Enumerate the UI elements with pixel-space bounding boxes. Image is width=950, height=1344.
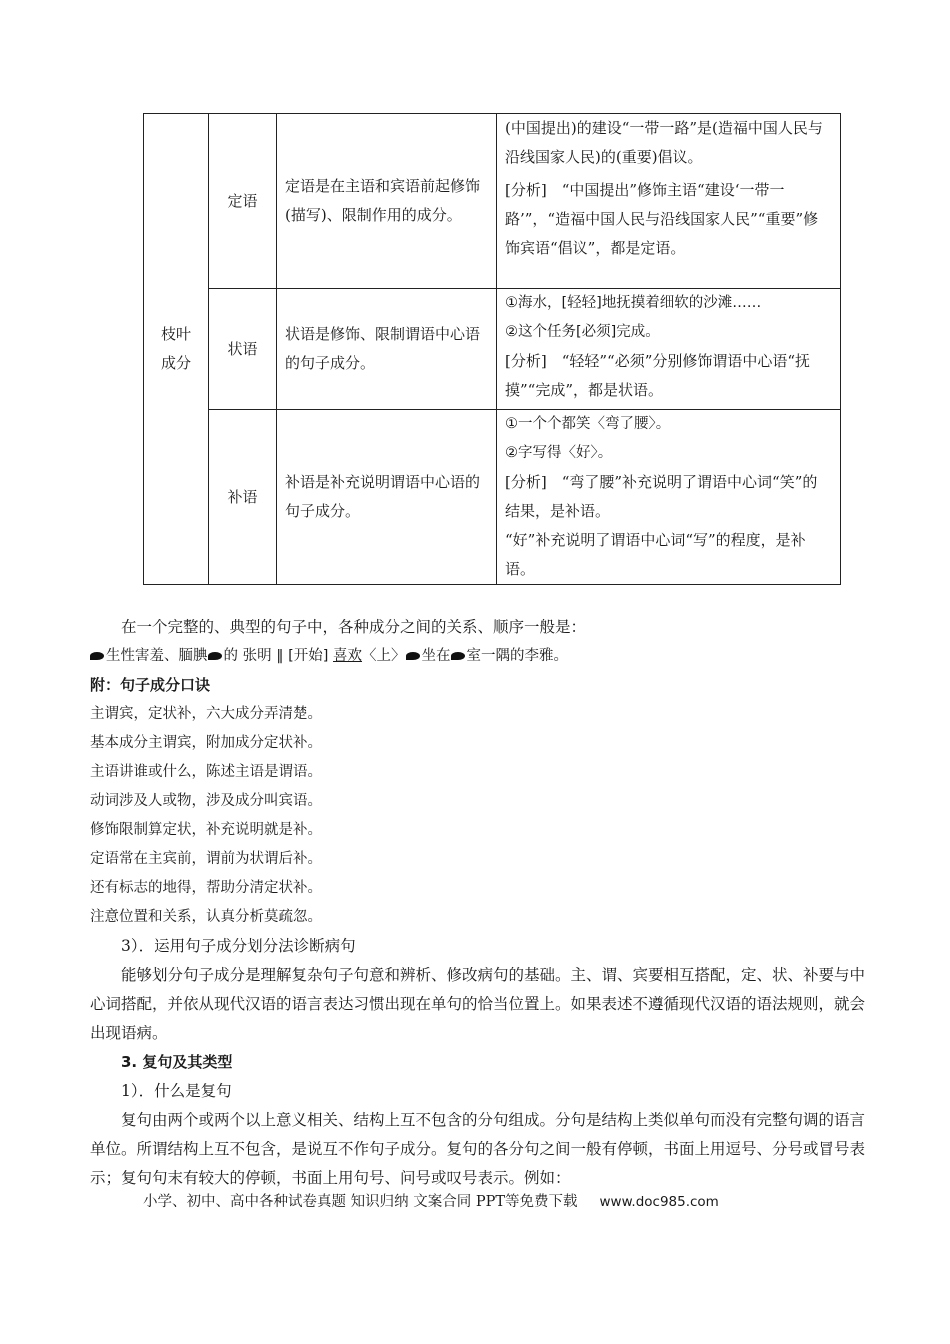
footer-text: 小学、初中、高中各种试卷真题 知识归纳 文案合同 PPT等免费下载 (143, 1194, 578, 1210)
subsection-heading: 1）．什么是复句 (121, 1082, 232, 1100)
example-text: ①一个个都笑〈弯了腰〉。 (505, 416, 671, 432)
paragraph: 复句由两个或两个以上意义相关、结构上互不包含的分句组成。分句是结构上类似单句而没有完整句调的语言单位。所谓结构上互不包含，是说互不作句子成分。复句的各分句之间一般有停顿，书面上用逗号、分号或冒号表示；复句句末有较大的停顿，书面上用句号、问号或叹号表示。例如： (90, 1111, 866, 1187)
analysis-text: [分析] “弯了腰”补充说明了谓语中心词“笑”的结果，是补语。 (505, 473, 818, 520)
paragraph: 能够划分句子成分是理解复杂句子句意和辨析、修改病句的基础。主、谓、宾要相互搭配，定、状、补要与中心词搭配，并依从现代汉语的语言表达习惯出现在单句的恰当位置上。如果表述不遵循现代汉语的语法规则，就会出现语病。 (90, 966, 866, 1042)
body-section (90, 613, 865, 1193)
rhyme-line: 主语讲谁或什么，陈述主语是谓语。 (90, 764, 322, 780)
rhyme-line: 主谓宾，定状补，六大成分弄清楚。 (90, 706, 322, 722)
analysis-text: [分析] “轻轻”“必须”分别修饰谓语中心语“抚摸”“完成”，都是状语。 (505, 352, 811, 399)
component-definition: 状语是修饰、限制谓语中心语的句子成分。 (277, 289, 497, 410)
component-name: 定语 (209, 114, 277, 289)
component-definition: 补语是补充说明谓语中心语的句子成分。 (277, 410, 497, 585)
component-name: 补语 (209, 410, 277, 585)
example-text: ②这个任务[必须]完成。 (505, 324, 660, 340)
rhyme-line: 定语常在主宾前，谓前为状谓后补。 (90, 851, 322, 867)
example-text: ②字写得〈好〉。 (505, 445, 613, 461)
component-examples (497, 114, 841, 289)
appendix-title: 附：句子成分口诀 (90, 676, 211, 694)
sentence-component-table (143, 113, 841, 585)
table-row (144, 289, 841, 410)
example-text: ①海水，[轻轻]地抚摸着细软的沙滩…… (505, 295, 762, 311)
category-cell (144, 114, 209, 585)
speech-bubble-icon (90, 652, 104, 660)
component-definition: 定语是在主语和宾语前起修饰(描写)、限制作用的成分。 (277, 114, 497, 289)
rhyme-line: 修饰限制算定状，补充说明就是补。 (90, 822, 322, 838)
example-sentence: 生性害羞、腼腆 的 张明 ‖ [开始] 喜欢〈上〉 坐在 室一隅的李雅。 (90, 642, 865, 671)
analysis-text: [分析] “中国提出”修饰主语“建设‘一带一路’”，“造福中国人民与沿线国家人民”“重要”修饰宾语“倡议”，都是定语。 (505, 181, 819, 257)
section-heading: 3. 复句及其类型 (121, 1053, 233, 1071)
analysis-text: “好”补充说明了谓语中心词“写”的程度，是补语。 (505, 531, 806, 578)
table-row (144, 410, 841, 585)
category-label: 枝叶成分 (160, 325, 191, 372)
footer-url[interactable]: www.doc985.com (599, 1194, 719, 1210)
example-text: (中国提出)的建设“一带一路”是(造福中国人民与沿线国家人民)的(重要)倡议。 (505, 119, 823, 166)
table-row (144, 114, 841, 289)
section-heading: 3）．运用句子成分划分法诊断病句 (121, 937, 356, 955)
component-examples (497, 289, 841, 410)
rhyme-line: 注意位置和关系，认真分析莫疏忽。 (90, 909, 322, 925)
component-name: 状语 (209, 289, 277, 410)
rhyme-line: 基本成分主谓宾，附加成分定状补。 (90, 735, 322, 751)
rhyme-line: 还有标志的地得，帮助分清定状补。 (90, 880, 322, 896)
component-examples (497, 410, 841, 585)
speech-bubble-icon (208, 652, 222, 660)
intro-text: 在一个完整的、典型的句子中，各种成分之间的关系、顺序一般是： (121, 618, 587, 636)
footer (143, 1190, 719, 1211)
rhyme-line: 动词涉及人或物，涉及成分叫宾语。 (90, 793, 322, 809)
speech-bubble-icon (406, 652, 420, 660)
speech-bubble-icon (451, 652, 465, 660)
